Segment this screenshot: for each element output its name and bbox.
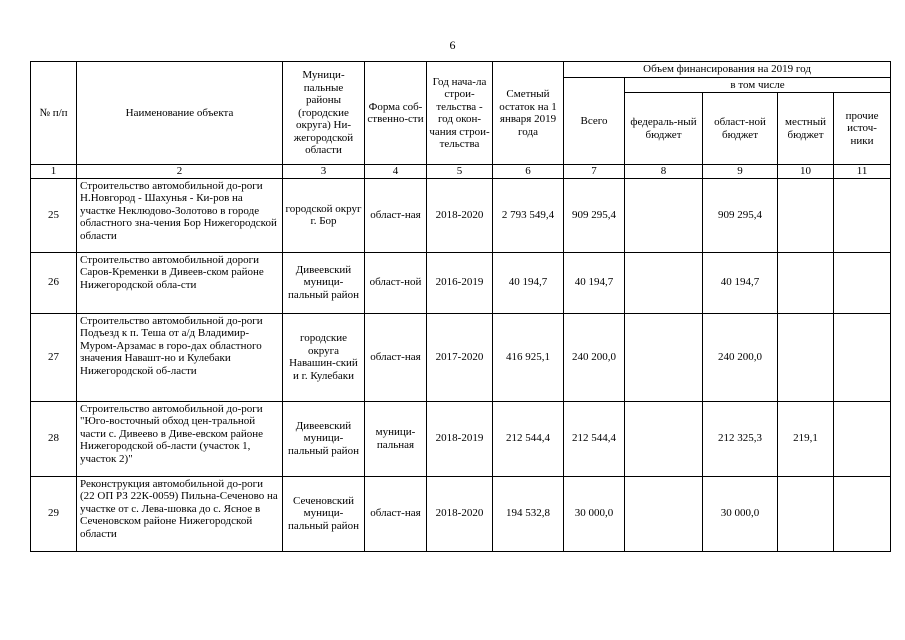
estimate: 416 925,1 xyxy=(493,313,564,401)
regional-budget: 909 295,4 xyxy=(703,178,778,252)
years: 2017-2020 xyxy=(427,313,493,401)
district: Дивеевский муници-пальный район xyxy=(283,252,365,313)
object-name: Строительство автомобильной дороги Саров-Кременки в Дивеев-ском районе Нижегородской обла-сти xyxy=(77,252,283,313)
table-row xyxy=(31,401,891,476)
total: 909 295,4 xyxy=(564,178,625,252)
header-total: Всего xyxy=(564,77,625,165)
federal-budget xyxy=(625,252,703,313)
table-row xyxy=(31,313,891,401)
local-budget xyxy=(778,252,834,313)
header-including: в том числе xyxy=(625,77,891,93)
local-budget: 219,1 xyxy=(778,401,834,476)
row-no: 29 xyxy=(31,476,77,551)
row-no: 25 xyxy=(31,178,77,252)
other-sources xyxy=(834,401,891,476)
financing-table xyxy=(30,61,891,552)
district: городские округа Навашин-ский и г. Кулебаки xyxy=(283,313,365,401)
header-regional: област-ной бюджет xyxy=(703,93,778,165)
table-row xyxy=(31,178,891,252)
years: 2018-2020 xyxy=(427,476,493,551)
header-federal: федераль-ный бюджет xyxy=(625,93,703,165)
column-number: 2 xyxy=(77,165,283,179)
row-no: 27 xyxy=(31,313,77,401)
ownership: област-ная xyxy=(365,476,427,551)
table-row xyxy=(31,476,891,551)
other-sources xyxy=(834,252,891,313)
federal-budget xyxy=(625,476,703,551)
total: 240 200,0 xyxy=(564,313,625,401)
estimate: 40 194,7 xyxy=(493,252,564,313)
district: Дивеевский муници-пальный район xyxy=(283,401,365,476)
column-number: 8 xyxy=(625,165,703,179)
column-number: 10 xyxy=(778,165,834,179)
column-number: 3 xyxy=(283,165,365,179)
local-budget xyxy=(778,313,834,401)
ownership: област-ной xyxy=(365,252,427,313)
local-budget xyxy=(778,178,834,252)
other-sources xyxy=(834,313,891,401)
regional-budget: 30 000,0 xyxy=(703,476,778,551)
local-budget xyxy=(778,476,834,551)
regional-budget: 240 200,0 xyxy=(703,313,778,401)
header-district: Муници-пальные районы (городские округа) Ни-жегородской области xyxy=(283,62,365,165)
column-number: 6 xyxy=(493,165,564,179)
column-number: 5 xyxy=(427,165,493,179)
header-ownership: Форма соб-ственно-сти xyxy=(365,62,427,165)
years: 2018-2020 xyxy=(427,178,493,252)
header-funding: Объем финансирования на 2019 год xyxy=(564,62,891,78)
estimate: 212 544,4 xyxy=(493,401,564,476)
estimate: 2 793 549,4 xyxy=(493,178,564,252)
object-name: Реконструкция автомобильной до-роги (22 ОП РЗ 22К-0059) Пильна-Сеченово на участке от с. Лева-шовка до с. Ясное в Сеченовском районе Нижегородской области xyxy=(77,476,283,551)
header-years: Год нача-ла строи-тельства - год окон-чания строи-тельства xyxy=(427,62,493,165)
header-other: прочие источ-ники xyxy=(834,93,891,165)
column-number: 11 xyxy=(834,165,891,179)
header-name: Наименование объекта xyxy=(77,62,283,165)
header-local: местный бюджет xyxy=(778,93,834,165)
estimate: 194 532,8 xyxy=(493,476,564,551)
federal-budget xyxy=(625,313,703,401)
ownership: област-ная xyxy=(365,178,427,252)
ownership: област-ная xyxy=(365,313,427,401)
column-number: 9 xyxy=(703,165,778,179)
ownership: муници-пальная xyxy=(365,401,427,476)
years: 2016-2019 xyxy=(427,252,493,313)
column-number: 1 xyxy=(31,165,77,179)
column-number: 7 xyxy=(564,165,625,179)
object-name: Строительство автомобильной до-роги "Юго-восточный обход цен-тральной части с. Дивеево в Диве-евском районе Нижегородской об-ласти (участок 1, участок 2)" xyxy=(77,401,283,476)
page-number: 6 xyxy=(449,38,456,52)
total: 40 194,7 xyxy=(564,252,625,313)
other-sources xyxy=(834,476,891,551)
object-name: Строительство автомобильной до-роги Н.Новгород - Шахунья - Ки-ров на участке Неклюдово-Золотово в городе областного зна-чения Бор Нижегородской области xyxy=(77,178,283,252)
other-sources xyxy=(834,178,891,252)
federal-budget xyxy=(625,178,703,252)
object-name: Строительство автомобильной до-роги Подъезд к п. Теша от а/д Владимир-Муром-Арзамас в горо-дах областного значения Навашт-но и Кулебаки Нижегородской об-ласти xyxy=(77,313,283,401)
header-no: № п/п xyxy=(31,62,77,165)
column-numbers-row xyxy=(31,165,891,179)
table-row xyxy=(31,252,891,313)
column-number: 4 xyxy=(365,165,427,179)
federal-budget xyxy=(625,401,703,476)
district: городской округ г. Бор xyxy=(283,178,365,252)
district: Сеченовский муници-пальный район xyxy=(283,476,365,551)
row-no: 28 xyxy=(31,401,77,476)
total: 212 544,4 xyxy=(564,401,625,476)
regional-budget: 40 194,7 xyxy=(703,252,778,313)
row-no: 26 xyxy=(31,252,77,313)
regional-budget: 212 325,3 xyxy=(703,401,778,476)
years: 2018-2019 xyxy=(427,401,493,476)
total: 30 000,0 xyxy=(564,476,625,551)
header-estimate: Сметный остаток на 1 января 2019 года xyxy=(493,62,564,165)
